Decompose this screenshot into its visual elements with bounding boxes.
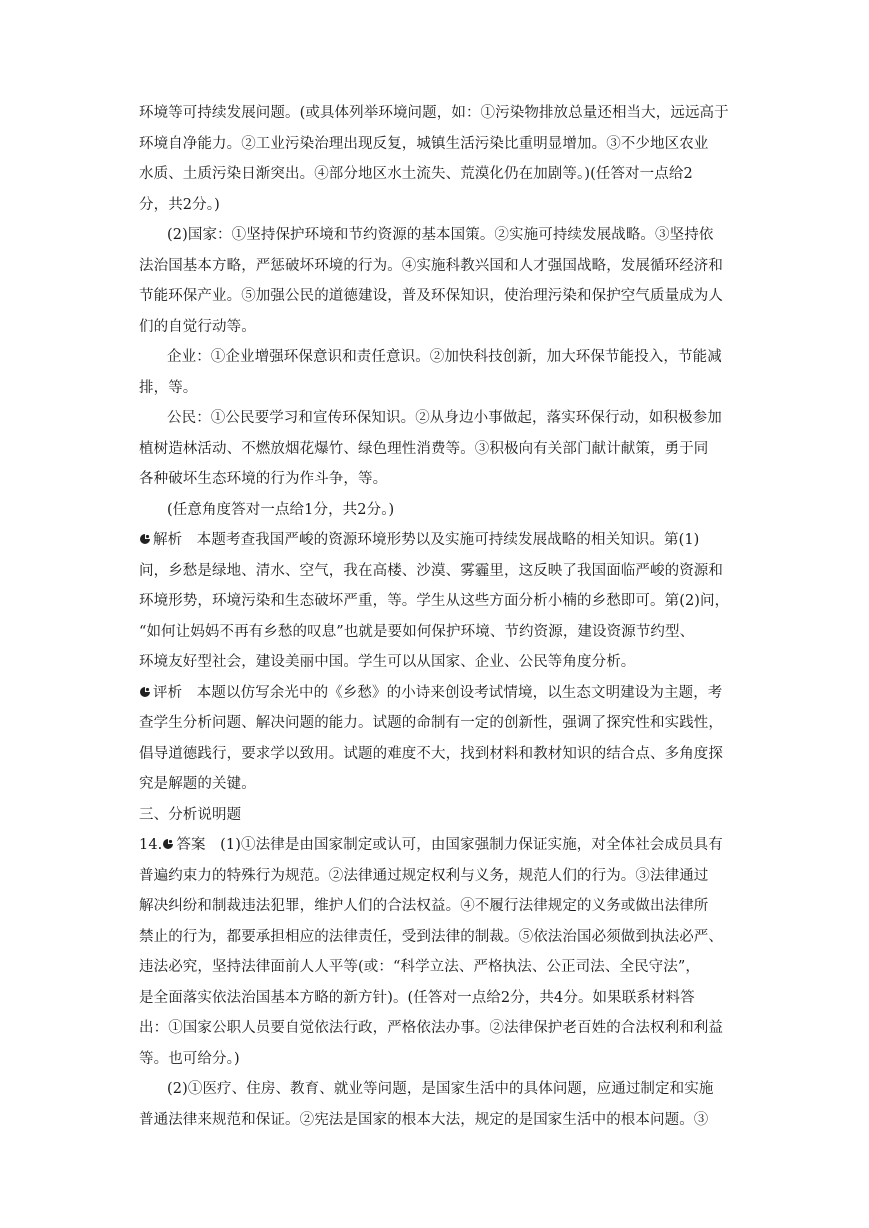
- section-heading: 三、分析说明题: [139, 807, 242, 823]
- text-line: 公民：①公民要学习和宣传环保知识。②从身边小事做起，落实环保行动，如积极参加: [167, 410, 722, 426]
- analysis-text: 解析 本题考查我国严峻的资源环境形势以及实施可持续发展战略的相关知识。第(1): [153, 532, 700, 548]
- text-line: 问，乡愁是绿地、清水、空气，我在高楼、沙漠、雾霾里，这反映了我国面临严峻的资源和: [139, 563, 723, 579]
- text-line: 环境形势，环境污染和生态破坏严重，等。学生从这些方面分析小楠的乡愁即可。第(2)问，: [139, 593, 730, 609]
- question-number: 14.: [139, 837, 163, 853]
- text-line: 节能环保产业。⑤加强公民的道德建设，普及环保知识，使治理污染和保护空气质量成为人: [139, 288, 723, 304]
- text-line: 查学生分析问题、解决问题的能力。试题的命制有一定的创新性，强调了探究性和实践性，: [139, 715, 723, 731]
- text-line: (任意角度答对一点给1分，共2分。): [167, 502, 395, 518]
- comment-text: 评析 本题以仿写余光中的《乡愁》的小诗来创设考试情境，以生态文明建设为主题，考: [153, 685, 723, 701]
- text-line: 解决纠纷和制裁违法犯罪，维护人们的合法权益。④不履行法律规定的义务或做出法律所: [139, 898, 709, 914]
- comment-marker-icon: [139, 686, 151, 698]
- text-line: 环境友好型社会，建设美丽中国。学生可以从国家、企业、公民等角度分析。: [139, 654, 636, 670]
- text-line: 究是解题的关键。: [139, 776, 256, 792]
- text-line: 普通法律来规范和保证。②宪法是国家的根本大法，规定的是国家生活中的根本问题。③: [139, 1112, 709, 1128]
- text-line: “如何让妈妈不再有乡愁的叹息”也就是要如何保护环境、节约资源，建设资源节约型、: [139, 624, 695, 640]
- text-line: 环境自净能力。②工业污染治理出现反复，城镇生活污染比重明显增加。③不少地区农业: [139, 136, 709, 152]
- text-line: 分，共2分。): [139, 197, 220, 213]
- comment-line: [139, 680, 734, 706]
- text-line: 出：①国家公职人员要自觉依法行政，严格依法办事。②法律保护老百姓的合法权利和利益: [139, 1020, 723, 1036]
- question-answer-line: [139, 832, 734, 858]
- text-line: 环境等可持续发展问题。(或具体列举环境问题，如：①污染物排放总量还相当大，远远高于: [139, 105, 729, 121]
- text-line: 是全面落实依法治国基本方略的新方针)。(任答对一点给2分，共4分。如果联系材料答: [139, 990, 695, 1006]
- analysis-line: [139, 527, 734, 553]
- text-line: 普遍约束力的特殊行为规范。②法律通过规定权利与义务，规范人们的行为。③法律通过: [139, 868, 709, 884]
- text-line: (2)国家：①坚持保护环境和节约资源的基本国策。②实施可持续发展战略。③坚持依: [167, 227, 714, 243]
- text-line: 们的自觉行动等。: [139, 319, 256, 335]
- text-line: 法治国基本方略，严惩破坏环境的行为。④实施科教兴国和人才强国战略，发展循环经济和: [139, 258, 723, 274]
- text-line: 水质、土质污染日渐突出。④部分地区水土流失、荒漠化仍在加剧等。)(任答对一点给2: [139, 166, 693, 182]
- text-line: 禁止的行为，都要承担相应的法律责任，受到法律的制裁。⑤依法治国必须做到执法必严、: [139, 929, 723, 945]
- text-line: 违法必究，坚持法律面前人人平等(或：“科学立法、严格执法、公正司法、全民守法”，: [139, 959, 700, 975]
- text-line: 排，等。: [139, 380, 198, 396]
- text-line: 植树造林活动、不燃放烟花爆竹、绿色理性消费等。③积极向有关部门献计献策，勇于同: [139, 441, 709, 457]
- analysis-marker-icon: [139, 533, 151, 545]
- answer-marker-icon: [162, 838, 174, 850]
- text-line: 企业：①企业增强环保意识和责任意识。②加快科技创新，加大环保节能投入，节能减: [167, 349, 722, 365]
- text-line: (2)①医疗、住房、教育、就业等问题，是国家生活中的具体问题，应通过制定和实施: [167, 1081, 714, 1097]
- text-line: 倡导道德践行，要求学以致用。试题的难度不大，找到材料和教材知识的结合点、多角度探: [139, 746, 723, 762]
- answer-text: 答案 (1)①法律是由国家制定或认可，由国家强制力保证实施，对全体社会成员具有: [176, 837, 723, 853]
- text-line: 等。也可给分。): [139, 1051, 240, 1067]
- text-line: 各种破坏生态环境的行为作斗争，等。: [139, 471, 388, 487]
